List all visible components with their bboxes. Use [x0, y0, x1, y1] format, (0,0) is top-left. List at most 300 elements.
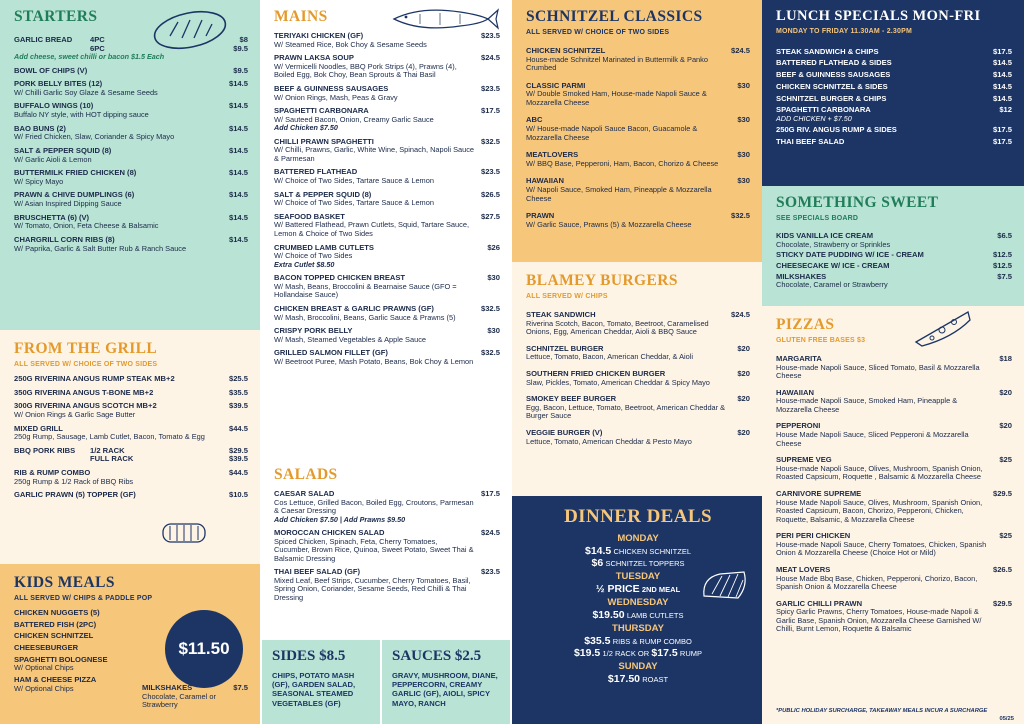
item-name: SCHNITZEL BURGER [526, 343, 604, 353]
item-name: SCHNITZEL BURGER & CHIPS [776, 93, 887, 103]
item-desc: W/ Onion Rings & Garlic Sage Butter [14, 410, 136, 420]
burgers-section [512, 262, 762, 496]
schnitzel-section [512, 0, 762, 262]
item-name: PRAWN [526, 211, 555, 221]
menu-item [526, 429, 750, 446]
item-name: 350G RIVERINA ANGUS T-BONE MB+2 [14, 387, 154, 397]
item-name: BEEF & GUINNESS SAUSAGES [776, 70, 891, 80]
item-name: BATTERED FLATHEAD [274, 167, 358, 177]
item-price: $14.5 [228, 123, 248, 133]
sides-list: CHIPS, POTATO MASH (GF), GARDEN SALAD, SEASONAL STEAMED VEGETABLES (GF) [272, 671, 356, 708]
menu-item [526, 212, 750, 229]
item-name: BRUSCHETTA (6) (V) [14, 212, 90, 222]
item-desc: Cos Lettuce, Grilled Bacon, Boiled Egg, Croutons, Parmesan & Caesar Dressing [274, 497, 474, 516]
deal-item: LAMB CUTLETS [626, 610, 684, 620]
pizzas-subtitle: GLUTEN FREE BASES $3 [776, 336, 866, 344]
item-name: STEAK SANDWICH [526, 309, 596, 319]
item-name: ABC [526, 115, 543, 125]
menu-item [14, 169, 248, 186]
menu-item [526, 82, 750, 108]
item-name: SEAFOOD BASKET [274, 211, 345, 221]
kids-item: CHICKEN NUGGETS (5) [14, 607, 100, 617]
menu-item [274, 54, 500, 80]
menu-item [14, 425, 248, 442]
item-price: $12.5 [992, 250, 1012, 260]
starters-list [14, 67, 248, 254]
item-price: $32.5 [480, 303, 500, 313]
item-price: $14.5 [228, 145, 248, 155]
item-name: BBQ PORK RIBS [14, 445, 76, 455]
item-desc: W/ Garlic Aioli & Lemon [14, 154, 92, 164]
sweet-section [762, 186, 1024, 306]
dinner-day: WEDNESDAY [607, 596, 669, 608]
menu-item [14, 147, 248, 164]
menu-item [776, 600, 1012, 634]
menu-item [274, 168, 500, 185]
kids-item: CHEESEBURGER [14, 643, 79, 653]
menu-item [14, 236, 248, 253]
item-price: $32.5 [730, 211, 750, 221]
item-price: $23.5 [480, 30, 500, 40]
item-desc: W/ Asian Inspired Dipping Sauce [14, 199, 122, 209]
menu-item [274, 85, 500, 102]
item-name: CARNIVORE SUPREME [776, 488, 862, 498]
sweet-subtitle: SEE SPECIALS BOARD [776, 214, 859, 222]
menu-item [776, 566, 1012, 592]
item-name: SPAGHETTI CARBONARA [274, 106, 369, 116]
item-name: CHICKEN BREAST & GARLIC PRAWNS (GF) [274, 303, 434, 313]
dinner-line [526, 609, 750, 621]
item-desc: Slaw, Pickles, Tomato, American Cheddar & Spicy Mayo [526, 377, 710, 387]
item-name: 300G RIVERINA ANGUS SCOTCH MB+2 [14, 401, 157, 411]
deal-item: SCHNITZEL TOPPERS [605, 558, 685, 568]
menu-item [776, 232, 1012, 249]
pizzas-section [762, 306, 1024, 724]
item-price: $14.5 [992, 93, 1012, 103]
item-name: MILKSHAKES [776, 271, 827, 281]
item-price: $17.5 [992, 46, 1012, 56]
item-price: $30 [487, 273, 500, 283]
item-price: $14.5 [228, 234, 248, 244]
dinner-line [526, 635, 750, 647]
menu-item [776, 83, 1012, 92]
menu-item [14, 469, 248, 486]
item-desc: W/ Mash, Steamed Vegetables & Apple Sauce [274, 334, 427, 344]
mains-title: MAINS [274, 8, 328, 25]
menu-item [776, 273, 1012, 290]
dinner-line [526, 647, 750, 659]
item-price: $24.5 [480, 527, 500, 537]
item-price: $20 [999, 421, 1012, 431]
item-desc: Mixed Leaf, Beef Strips, Cucumber, Cherry Tomatoes, Basil, Spring Onion, Coriander, Sesame Seeds, Red Chilli & Thai Dressing [274, 575, 471, 602]
item-desc: House Made Bbq Base, Chicken, Pepperoni, Chorizo, Bacon, Spanish Onion & Mozzarella Cheese [776, 573, 978, 592]
item-name: STEAK SANDWICH & CHIPS [776, 46, 879, 56]
bbq-half-rack: 1/2 RACK [90, 445, 125, 455]
item-name: MARGARITA [776, 353, 822, 363]
item-name: GARLIC BREAD [14, 34, 73, 44]
item-price: $25 [999, 531, 1012, 541]
menu-item [274, 138, 500, 164]
item-price: $17.5 [480, 488, 500, 498]
menu-item [526, 47, 750, 73]
item-name: RIB & RUMP COMBO [14, 468, 91, 478]
garlic-bread-6pc: 6PC [90, 43, 105, 53]
item-desc: W/ Spicy Mayo [14, 176, 64, 186]
item-desc: W/ Choice of Two Sides, Tartare Sauce & Lemon [274, 198, 434, 208]
item-desc: W/ Mash, Beans, Broccolini & Bearnaise Sauce (GFO = Hollandaise Sauce) [274, 281, 457, 300]
menu-item [274, 274, 500, 300]
bbq-full-rack: FULL RACK [90, 454, 134, 464]
item-desc: W/ Onion Rings, Mash, Peas & Gravy [274, 92, 398, 102]
menu-item [776, 126, 1012, 135]
item-desc: W/ BBQ Base, Pepperoni, Ham, Bacon, Chorizo & Cheese [526, 158, 719, 168]
garlic-bread-4pc: 4PC [90, 34, 105, 44]
item-desc: Spicy Garlic Prawns, Cherry Tomatoes, House-made Napoli & Garlic Base, Spanish Onion, Mozzarella Cheese Garnished W/ Chilli, Burnt Lemon, Roquette & Balsamic [776, 607, 982, 634]
ribs-icon [698, 566, 750, 609]
item-name: TERIYAKI CHICKEN (GF) [274, 30, 364, 40]
menu-item [274, 529, 500, 563]
kids-title: KIDS MEALS [14, 574, 115, 591]
item-price: $7.5 [233, 683, 248, 692]
item-desc: House-made Napoli Sauce, Sliced Tomato, Basil & Mozzarella Cheese [776, 362, 980, 381]
menu-item [776, 456, 1012, 482]
version-code: 05/25 [999, 716, 1014, 722]
item-desc: W/ Double Smoked Ham, House-made Napoli Sauce & Mozzarella Cheese [526, 89, 707, 107]
item-price: $23.5 [480, 83, 500, 93]
starters-title: STARTERS [14, 8, 98, 25]
item-name: PRAWN & CHIVE DUMPLINGS (6) [14, 190, 135, 200]
item-price: $18 [999, 353, 1012, 363]
item-price: $12 [999, 105, 1012, 115]
item-name: BACON TOPPED CHICKEN BREAST [274, 273, 406, 283]
item-name: SPAGHETTI CARBONARA [776, 105, 871, 115]
item-price: $7.5 [997, 271, 1012, 281]
menu-item [776, 71, 1012, 80]
item-price: $23.5 [480, 567, 500, 577]
dinner-day: MONDAY [617, 532, 659, 544]
item-price: $24.5 [730, 309, 750, 319]
mains-section [260, 0, 512, 460]
menu-item [526, 345, 750, 362]
item-name: CAESAR SALAD [274, 488, 335, 498]
kids-item-desc: W/ Optional Chips [14, 663, 74, 673]
item-price: $26.5 [992, 564, 1012, 574]
item-name: SALT & PEPPER SQUID (8) [274, 189, 372, 199]
item-name: GARLIC PRAWN (5) TOPPER (GF) [14, 490, 136, 500]
item-price: $20 [737, 368, 750, 378]
bbq-ribs-item [14, 447, 248, 464]
item-price: $17.5 [480, 106, 500, 116]
item-desc: 250g Rump & 1/2 Rack of BBQ Ribs [14, 476, 134, 486]
item-name: STICKY DATE PUDDING W/ ICE - CREAM [776, 250, 924, 260]
item-price: $12.5 [992, 260, 1012, 270]
item-price: $17.5 [992, 125, 1012, 135]
item-price: $30 [737, 150, 750, 160]
menu-item [776, 138, 1012, 147]
menu-item [274, 327, 500, 344]
dinner-deals-section [512, 496, 762, 724]
item-price: $23.5 [480, 167, 500, 177]
item-price: $44.5 [228, 423, 248, 433]
item-price: $25 [999, 455, 1012, 465]
item-desc: W/ Choice of Two Sides [274, 251, 353, 261]
burgers-subtitle: ALL SERVED W/ CHIPS [526, 292, 608, 300]
menu-item [274, 305, 500, 322]
item-name: CHILLI PRAWN SPAGHETTI [274, 136, 374, 146]
item-name: HAWAIIAN [526, 176, 564, 186]
item-note: Extra Cutlet $8.50 [274, 259, 335, 269]
burgers-title: BLAMEY BURGERS [526, 272, 678, 289]
lunch-subtitle: MONDAY TO FRIDAY 11.30AM - 2.30PM [776, 27, 913, 35]
sauces-list: GRAVY, MUSHROOM, DIANE, PEPPERCORN, CREAMY GARLIC (GF), AIOLI, SPICY MAYO, RANCH [392, 671, 498, 708]
item-name: PERI PERI CHICKEN [776, 531, 851, 541]
item-price: $14.5 [228, 190, 248, 200]
item-price: $24.5 [730, 45, 750, 55]
item-price: $10.5 [228, 490, 248, 500]
deal-item: 1/2 RACK OR [602, 648, 650, 658]
item-desc: W/ Chilli, Prawns, Garlic, White Wine, Spinach, Napoli Sauce & Parmesan [274, 145, 475, 163]
item-price: $14.5 [992, 58, 1012, 68]
menu-item [776, 95, 1012, 104]
item-desc: Riverina Scotch, Bacon, Tomato, Beetroot, Caramelised Onions, Egg, American Cheddar, Aioli & BBQ Sauce [526, 318, 709, 337]
salads-section [260, 460, 512, 636]
garlic-bread-note: Add cheese, sweet chilli or bacon $1.5 Each [14, 52, 165, 62]
menu-item [776, 355, 1012, 381]
item-desc: W/ Garlic Sauce, Prawns (5) & Mozzarella Cheese [526, 219, 692, 229]
mains-list [274, 32, 500, 367]
item-desc: Egg, Bacon, Lettuce, Tomato, Beetroot, American Cheddar & Burger Sauce [526, 402, 726, 421]
item-price: $14.5 [228, 212, 248, 222]
menu-item [526, 116, 750, 142]
item-name: MEATLOVERS [526, 150, 579, 160]
item-price: $24.5 [480, 53, 500, 63]
item-price: $32.5 [480, 348, 500, 358]
item-price: $20 [737, 427, 750, 437]
item-price: $17.5 [992, 137, 1012, 147]
item-desc: W/ Vermicelli Noodles, BBQ Pork Strips (4), Prawns (4), Boiled Egg, Bok Choy, Bean Sprouts & Thai Basil [274, 61, 457, 80]
item-name: CRUMBED LAMB CUTLETS [274, 242, 374, 252]
item-desc: Spiced Chicken, Spinach, Feta, Cherry Tomatoes, Cucumber, Brown Rice, Quinoa, Sweet Potato, Sweet Thai & Balsamic Dressing [274, 536, 474, 563]
sweet-title: SOMETHING SWEET [776, 194, 939, 211]
item-desc: W/ Tomato, Onion, Feta Cheese & Balsamic [14, 221, 159, 231]
item-name: MIXED GRILL [14, 423, 63, 433]
menu-item [274, 349, 500, 366]
item-desc: Chocolate, Caramel or Strawberry [776, 280, 888, 290]
pizzas-title: PIZZAS [776, 316, 835, 333]
menu-item [526, 311, 750, 337]
deal-price: $35.5 [584, 634, 611, 647]
item-name: PEPPERONI [776, 421, 821, 431]
item-desc: W/ Steamed Rice, Bok Choy & Sesame Seeds [274, 39, 427, 49]
menu-item [526, 151, 750, 168]
fish-icon [390, 4, 500, 37]
item-name: PRAWN LAKSA SOUP [274, 53, 354, 63]
menu-item [776, 59, 1012, 68]
grill-section [0, 330, 260, 564]
item-desc: House Made Napoli Sauce, Sliced Pepperoni & Mozzarella Cheese [776, 430, 969, 448]
item-name: CHICKEN SCHNITZEL [526, 45, 606, 55]
item-name: SOUTHERN FRIED CHICKEN BURGER [526, 368, 666, 378]
menu-item [14, 67, 248, 76]
item-price: $14.5 [992, 70, 1012, 80]
item-desc: House-made Napoli Sauce, Smoked Ham, Pineapple & Mozzarella Cheese [776, 396, 958, 414]
item-desc: House-made Schnitzel Marinated in Buttermilk & Panko Crumbed [526, 54, 708, 73]
item-name: KIDS VANILLA ICE CREAM [776, 230, 874, 240]
menu-item [776, 262, 1012, 271]
menu-item [274, 568, 500, 602]
item-desc: Lettuce, Tomato, Bacon, American Cheddar, & Aioli [526, 352, 694, 362]
item-price: $20 [999, 387, 1012, 397]
item-name: BOWL OF CHIPS (V) [14, 65, 88, 75]
menu-item [14, 191, 248, 208]
item-name: SUPREME VEG [776, 455, 832, 465]
grill-title: FROM THE GRILL [14, 340, 158, 357]
ribs-icon [160, 520, 208, 549]
garlic-bread-6pc-price: $9.5 [233, 43, 248, 53]
item-price: $20 [737, 394, 750, 404]
menu-item [526, 177, 750, 203]
item-name: MILKSHAKES [142, 683, 193, 692]
kids-item: HAM & CHEESE PIZZA [14, 674, 97, 684]
item-name: CHICKEN SCHNITZEL & SIDES [776, 81, 888, 91]
dinner-line [526, 673, 750, 685]
item-price: $26 [487, 242, 500, 252]
item-desc: Chocolate, Strawberry or Sprinkles [776, 239, 891, 249]
deal-item: 2ND MEAL [641, 584, 681, 594]
item-name: CRISPY PORK BELLY [274, 326, 353, 336]
menu-item [14, 102, 248, 119]
dinner-day: TUESDAY [615, 570, 661, 582]
item-price: $35.5 [228, 387, 248, 397]
item-name: BEEF & GUINNESS SAUSAGES [274, 83, 389, 93]
deal-price: $17.50 [607, 672, 641, 685]
item-desc: W/ House-made Napoli Sauce Bacon, Guacamole & Mozzarella Cheese [526, 124, 698, 142]
item-name: CHEESECAKE W/ ICE - CREAM [776, 260, 890, 270]
item-desc: Buffalo NY style, with HOT dipping sauce [14, 110, 149, 120]
item-name: CLASSIC PARMI [526, 80, 586, 90]
item-price: $30 [737, 80, 750, 90]
menu-item [14, 491, 248, 500]
item-price: $6.5 [997, 230, 1012, 240]
item-price: $14.5 [992, 81, 1012, 91]
deal-item: ROAST [642, 674, 669, 684]
item-price: $30 [737, 176, 750, 186]
menu-item [776, 532, 1012, 558]
sides-title: SIDES $8.5 [272, 648, 346, 664]
item-desc: W/ Napoli Sauce, Smoked Ham, Pineapple & Mozzarella Cheese [526, 185, 712, 203]
item-price: $9.5 [233, 65, 248, 75]
item-desc: W/ Battered Flathead, Prawn Cutlets, Squid, Tartare Sauce, Lemon & Choice of Two Sides [274, 220, 469, 238]
menu-item [274, 213, 500, 239]
dinner-line [526, 545, 750, 557]
lunch-section [762, 0, 1024, 186]
deal-price: $6 [591, 556, 604, 569]
item-name: 250G RIVERINA ANGUS RUMP STEAK MB+2 [14, 373, 175, 383]
menu-item [14, 214, 248, 231]
kids-item: CHICKEN SCHNITZEL [14, 631, 94, 641]
item-price: $32.5 [480, 136, 500, 146]
item-desc: W/ Beetroot Puree, Mash Potato, Beans, Bok Choy & Lemon [274, 356, 474, 366]
item-name: MOROCCAN CHICKEN SALAD [274, 527, 385, 537]
bbq-full-price: $39.5 [228, 454, 248, 464]
item-desc: House-made Napoli Sauce, Olives, Mushroom, Spanish Onion, Roasted Capsicum, Roquette , Balsamic & Mozzarella Cheese [776, 463, 983, 482]
kids-item: BATTERED FISH (2PC) [14, 619, 97, 629]
item-desc: Chocolate, Caramel or Strawberry [142, 691, 216, 710]
item-price: $39.5 [228, 401, 248, 411]
item-note: Add Chicken $7.50 | Add Prawns $9.50 [274, 514, 406, 524]
bread-icon [150, 8, 230, 55]
schnitzel-subtitle: ALL SERVED W/ CHOICE OF TWO SIDES [526, 28, 670, 36]
sides-section [262, 640, 380, 724]
menu-item [776, 389, 1012, 415]
kids-item: SPAGHETTI BOLOGNESE [14, 654, 108, 664]
item-name: GARLIC CHILLI PRAWN [776, 598, 863, 608]
item-price: $20 [737, 343, 750, 353]
kids-subtitle: ALL SERVED W/ CHIPS & PADDLE POP [14, 594, 153, 602]
dinner-day: SUNDAY [618, 660, 658, 672]
deal-item: RIBS & RUMP COMBO [612, 636, 692, 646]
sauces-title: SAUCES $2.5 [392, 648, 482, 664]
salads-title: SALADS [274, 466, 338, 483]
item-desc: W/ Fried Chicken, Slaw, Coriander & Spicy Mayo [14, 132, 175, 142]
item-price: $25.5 [228, 373, 248, 383]
item-name: GRILLED SALMON FILLET (GF) [274, 348, 388, 358]
item-note: ADD CHICKEN + $7.50 [776, 114, 852, 124]
item-name: CHARGRILL CORN RIBS (8) [14, 234, 115, 244]
item-desc: W/ Paprika, Garlic & Salt Butter Rub & Ranch Sauce [14, 243, 187, 253]
menu-item [776, 106, 1012, 123]
item-price: $14.5 [228, 168, 248, 178]
menu-item [14, 389, 248, 398]
item-desc: W/ Chilli Garlic Soy Glaze & Sesame Seeds [14, 87, 158, 97]
dinner-day: THURSDAY [612, 622, 664, 634]
item-price: $30 [487, 326, 500, 336]
item-name: MEAT LOVERS [776, 564, 831, 574]
deal-price: $19.5 [573, 646, 601, 659]
item-price: $29.5 [992, 598, 1012, 608]
menu-item [776, 422, 1012, 448]
item-price: $30 [737, 115, 750, 125]
item-price: $26.5 [480, 189, 500, 199]
item-price: $14.5 [228, 101, 248, 111]
item-price: $27.5 [480, 211, 500, 221]
surcharge-footnote: *PUBLIC HOLIDAY SURCHARGE, TAKEAWAY MEALS INCUR A SURCHARGE [776, 708, 988, 714]
menu-item [14, 80, 248, 97]
schnitzel-title: SCHNITZEL CLASSICS [526, 8, 703, 25]
item-name: BUFFALO WINGS (10) [14, 101, 94, 111]
deal-price: $19.50 [592, 608, 625, 621]
deal-item: RUMP [679, 648, 703, 658]
lunch-title: LUNCH SPECIALS MON-FRI [776, 8, 981, 24]
garlic-bread-4pc-price: $8 [239, 34, 248, 44]
item-name: SALT & PEPPER SQUID (8) [14, 145, 112, 155]
item-name: VEGGIE BURGER (V) [526, 427, 603, 437]
menu-item [776, 490, 1012, 524]
item-name: THAI BEEF SALAD [776, 137, 845, 147]
grill-subtitle: ALL SERVED W/ CHOICE OF TWO SIDES [14, 360, 158, 368]
menu-item [14, 402, 248, 419]
item-price: $44.5 [228, 468, 248, 478]
item-desc: W/ Mash, Broccolini, Beans, Garlic Sauce & Prawns (5) [274, 312, 456, 322]
item-desc: W/ Sauteed Bacon, Onion, Creamy Garlic Sauce [274, 114, 434, 124]
menu-item [776, 48, 1012, 57]
deal-price: $17.5 [651, 646, 678, 659]
bbq-half-price: $29.5 [228, 445, 248, 455]
item-price: $14.5 [228, 79, 248, 89]
item-name: BAO BUNS (2) [14, 123, 66, 133]
menu-item [14, 375, 248, 384]
menu-item [274, 244, 500, 270]
